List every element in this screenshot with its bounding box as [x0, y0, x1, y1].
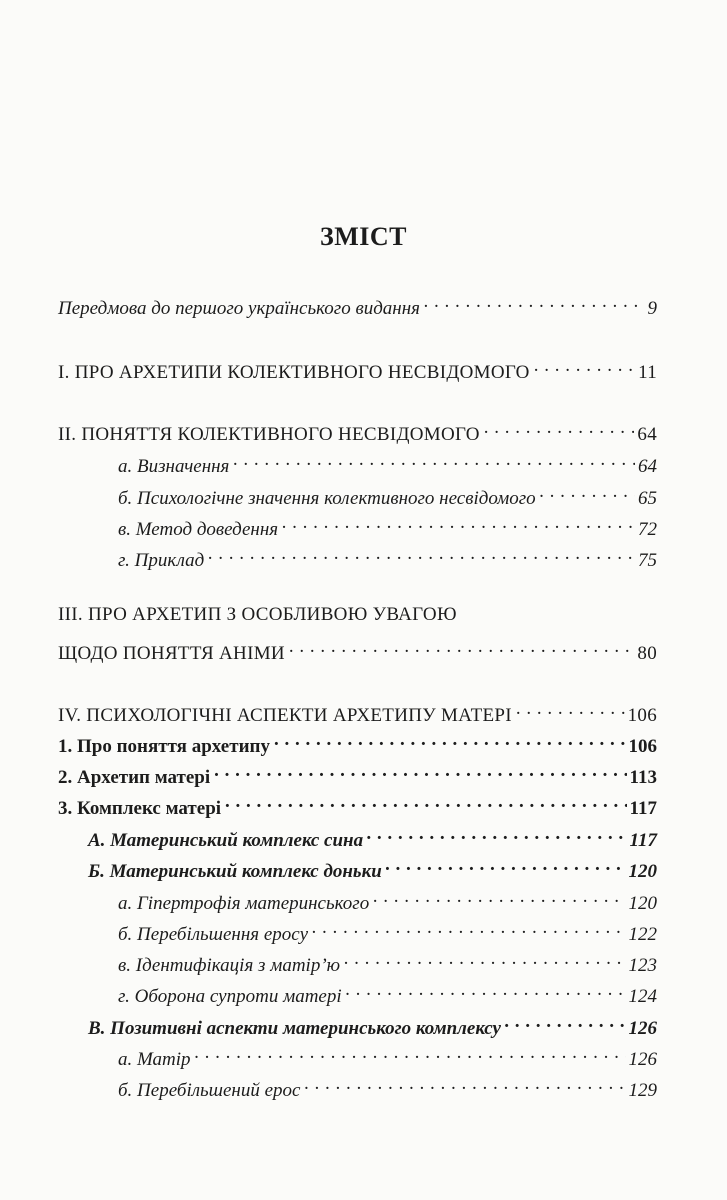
toc-leader-dots	[225, 790, 627, 814]
toc-entry-text: Б. Материнський комплекс доньки	[88, 861, 382, 882]
toc-entry-text: 3. Комплекс матері	[58, 798, 222, 819]
toc-entry-text: IV. ПСИХОЛОГІЧНІ АСПЕКТИ АРХЕТИПУ МАТЕРІ	[58, 705, 512, 726]
toc-entry-page: 126	[628, 1018, 657, 1039]
toc-entry-text: Передмова до першого українського видання	[58, 298, 420, 319]
toc-leader-dots	[346, 978, 626, 1002]
toc-entry-4-3-a[interactable]	[88, 822, 657, 853]
toc-entry-part-1[interactable]	[58, 354, 657, 385]
toc-entry-page: 106	[627, 705, 657, 726]
toc-entry-text: б. Перебільшення еросу	[118, 924, 309, 945]
toc-leader-dots	[233, 448, 635, 472]
toc-leader-dots	[344, 947, 625, 971]
toc-entry-page: 123	[628, 955, 657, 976]
toc-entry-page: 120	[628, 893, 657, 914]
toc-entry-page: 64	[638, 456, 657, 477]
toc-entry-preface[interactable]	[58, 290, 657, 321]
toc-leader-dots	[386, 853, 626, 877]
toc-leader-dots	[424, 290, 645, 314]
toc-entry-page: 65	[638, 488, 657, 509]
toc-entry-4-3-b-c[interactable]	[118, 947, 657, 978]
toc-leader-dots	[516, 697, 625, 721]
toc-entry-text: ІІІ. ПРО АРХЕТИП З ОСОБЛИВОЮ УВАГОЮ	[58, 604, 457, 625]
toc-entry-text: г. Приклад	[118, 550, 205, 571]
toc-entry-part-4[interactable]	[58, 697, 657, 728]
toc-entry-text: А. Материнський комплекс сина	[88, 830, 364, 851]
toc-entry-page: 117	[629, 798, 657, 819]
toc-entry-text: В. Позитивні аспекти материнського комплексу	[88, 1018, 501, 1039]
toc-entry-page: 75	[638, 550, 657, 571]
toc-entry-part-3-line1	[58, 603, 657, 627]
toc-leader-dots	[312, 916, 625, 940]
toc-entry-part-2[interactable]	[58, 416, 657, 447]
toc-entry-4-3-b-b[interactable]	[118, 916, 657, 947]
toc-entry-text: б. Перебільшений ерос	[118, 1080, 301, 1101]
toc-leader-dots	[195, 1041, 626, 1065]
toc-entry-page: 72	[638, 519, 657, 540]
toc-leader-dots	[484, 416, 635, 440]
toc-entry-text: б. Психологічне значення колективного несвідомого	[118, 488, 536, 509]
toc-entry-text: а. Матір	[118, 1049, 191, 1070]
toc-leader-dots	[304, 1072, 625, 1096]
toc-leader-dots	[214, 759, 626, 783]
toc-entry-page: 64	[637, 424, 657, 445]
toc-entry-4-1[interactable]	[58, 728, 657, 759]
toc-entry-4-3-b-a[interactable]	[118, 885, 657, 916]
toc-entry-4-3-c[interactable]	[88, 1010, 657, 1041]
toc-entry-text: 2. Архетип матері	[58, 767, 211, 788]
toc-leader-dots	[289, 635, 634, 659]
toc-leader-dots	[373, 885, 625, 909]
toc-leader-dots	[505, 1010, 626, 1034]
toc-leader-dots	[367, 822, 626, 846]
toc-entry-2c[interactable]	[118, 511, 657, 542]
toc-entry-text: г. Оборона супроти матері	[118, 986, 342, 1007]
toc-entry-page: 11	[638, 362, 657, 383]
toc-entry-4-3-b[interactable]	[88, 853, 657, 884]
toc-leader-dots	[208, 542, 635, 566]
toc-entry-text: ІІ. ПОНЯТТЯ КОЛЕКТИВНОГО НЕСВІДОМОГО	[58, 424, 480, 445]
toc-entry-text: а. Гіпертрофія материнського	[118, 893, 370, 914]
toc-entry-part-3[interactable]	[58, 635, 657, 666]
toc-entry-text: в. Метод доведення	[118, 519, 279, 540]
toc-entry-text: 1. Про поняття архетипу	[58, 736, 270, 757]
toc-entry-page: 80	[637, 643, 657, 664]
toc-entry-4-2[interactable]	[58, 759, 657, 790]
toc-entry-page: 122	[628, 924, 657, 945]
toc-entry-2d[interactable]	[118, 542, 657, 573]
toc-entry-2a[interactable]	[118, 448, 657, 479]
toc-entry-page: 126	[628, 1049, 657, 1070]
toc-leader-dots	[540, 480, 635, 504]
toc-entry-4-3[interactable]	[58, 790, 657, 821]
toc-entry-text: в. Ідентифікація з матір’ю	[118, 955, 341, 976]
toc-entry-page: 9	[647, 298, 657, 319]
toc-entry-4-3-c-b[interactable]	[118, 1072, 657, 1103]
toc-entry-text: І. ПРО АРХЕТИПИ КОЛЕКТИВНОГО НЕСВІДОМОГО	[58, 362, 530, 383]
toc-entry-page: 106	[628, 736, 657, 757]
toc-entry-page: 124	[628, 986, 657, 1007]
toc-entry-page: 117	[629, 830, 657, 851]
toc-entry-page: 129	[628, 1080, 657, 1101]
toc-entry-4-3-b-d[interactable]	[118, 978, 657, 1009]
toc-leader-dots	[282, 511, 635, 535]
toc-entry-page: 120	[628, 861, 657, 882]
toc-entry-4-3-c-a[interactable]	[118, 1041, 657, 1072]
toc-leader-dots	[274, 728, 626, 752]
toc-entry-text: ЩОДО ПОНЯТТЯ АНІМИ	[58, 643, 285, 664]
toc-title: ЗМІСТ	[320, 222, 407, 251]
toc-entry-2b[interactable]	[118, 480, 657, 511]
toc-entry-text: а. Визначення	[118, 456, 230, 477]
toc-entry-page: 113	[629, 767, 657, 788]
toc-leader-dots	[534, 354, 635, 378]
